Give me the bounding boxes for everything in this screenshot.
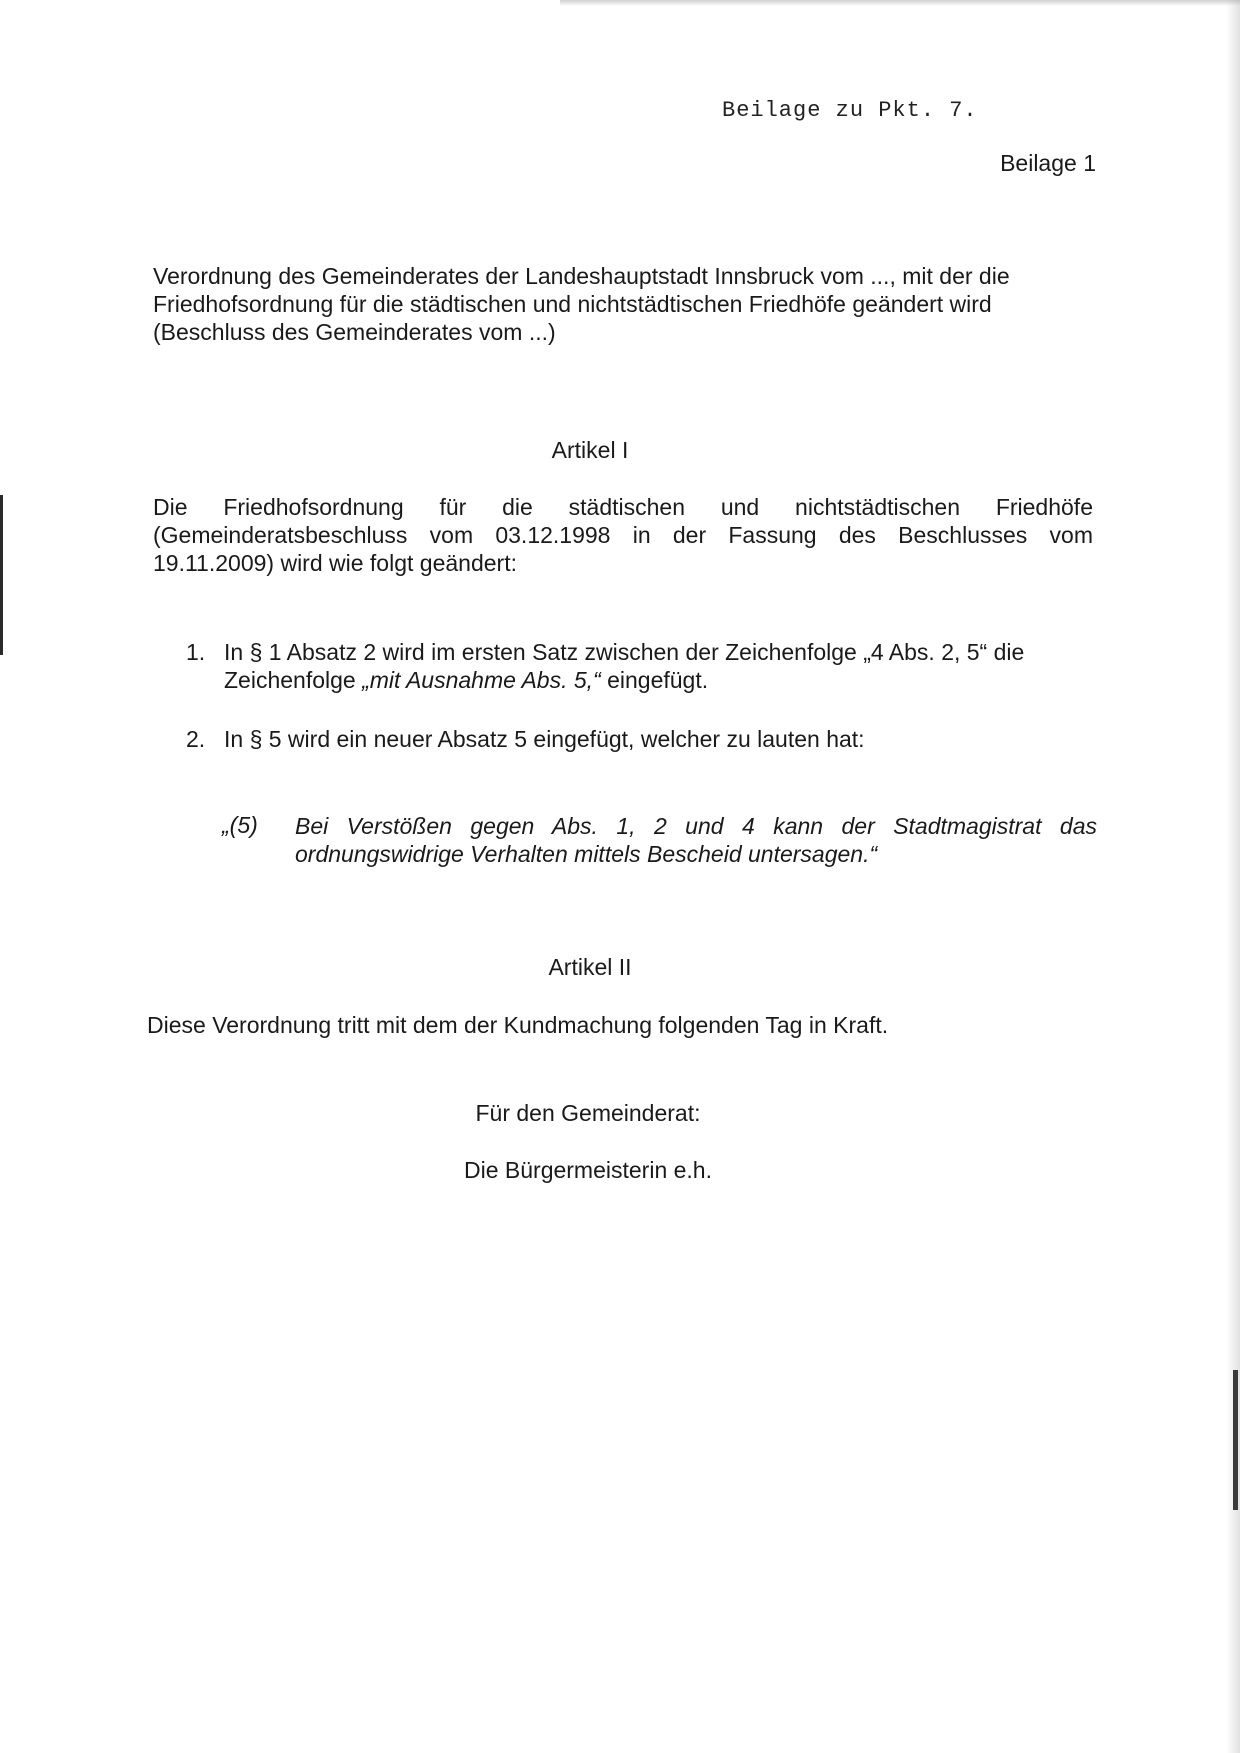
signature-line: Die Bürgermeisterin e.h. (464, 1157, 712, 1183)
article-2-heading: Artikel II (548, 954, 632, 980)
title-line: (Beschluss des Gemeinderates vom ...) (153, 319, 556, 345)
scan-edge-shadow (560, 0, 1240, 6)
quote-number: „(5) (222, 812, 258, 838)
list-item-number: 1. (186, 639, 206, 665)
list-item-text-part: In § 1 Absatz 2 wird im ersten Satz zwischen der Zeichenfolge „4 Abs. 2, 5“ die Zeichenfolge (224, 639, 1025, 693)
list-item-text: In § 5 wird ein neuer Absatz 5 eingefügt, welcher zu lauten hat: (224, 726, 865, 752)
document-title (153, 262, 1093, 346)
list-item-number: 2. (186, 726, 206, 752)
title-line: Friedhofsordnung für die städtischen und nichtstädtischen Friedhöfe geändert wird (153, 291, 992, 317)
quote-text: Bei Verstößen gegen Abs. 1, 2 und 4 kann der Stadtmagistrat das ordnungswidrige Verhalten mittels Bescheid untersagen.“ (295, 813, 1097, 867)
article-1-paragraph: Die Friedhofsordnung für die städtischen und nichtstädtischen Friedhöfe (Gemeinderatsbeschluss vom 03.12.1998 in der Fassung des Beschlusses vom 19.11.2009) wird wie folgt geändert: (153, 494, 1093, 576)
article-1-heading: Artikel I (551, 437, 629, 463)
stamp-text: Beilage zu Pkt. 7. (722, 98, 978, 123)
scan-edge-mark (0, 495, 3, 655)
list-item-text-part: eingefügt. (600, 667, 709, 693)
article-2-text: Diese Verordnung tritt mit dem der Kundmachung folgenden Tag in Kraft. (147, 1012, 889, 1038)
scan-edge-mark (1233, 1370, 1238, 1510)
list-item-emphasis: „mit Ausnahme Abs. 5,“ (362, 667, 601, 693)
signature-line: Für den Gemeinderat: (475, 1100, 701, 1126)
list-item-text (224, 638, 1094, 694)
attachment-label: Beilage 1 (1000, 150, 1096, 176)
title-line: Verordnung des Gemeinderates der Landeshauptstadt Innsbruck vom ..., mit der die (153, 263, 1010, 289)
